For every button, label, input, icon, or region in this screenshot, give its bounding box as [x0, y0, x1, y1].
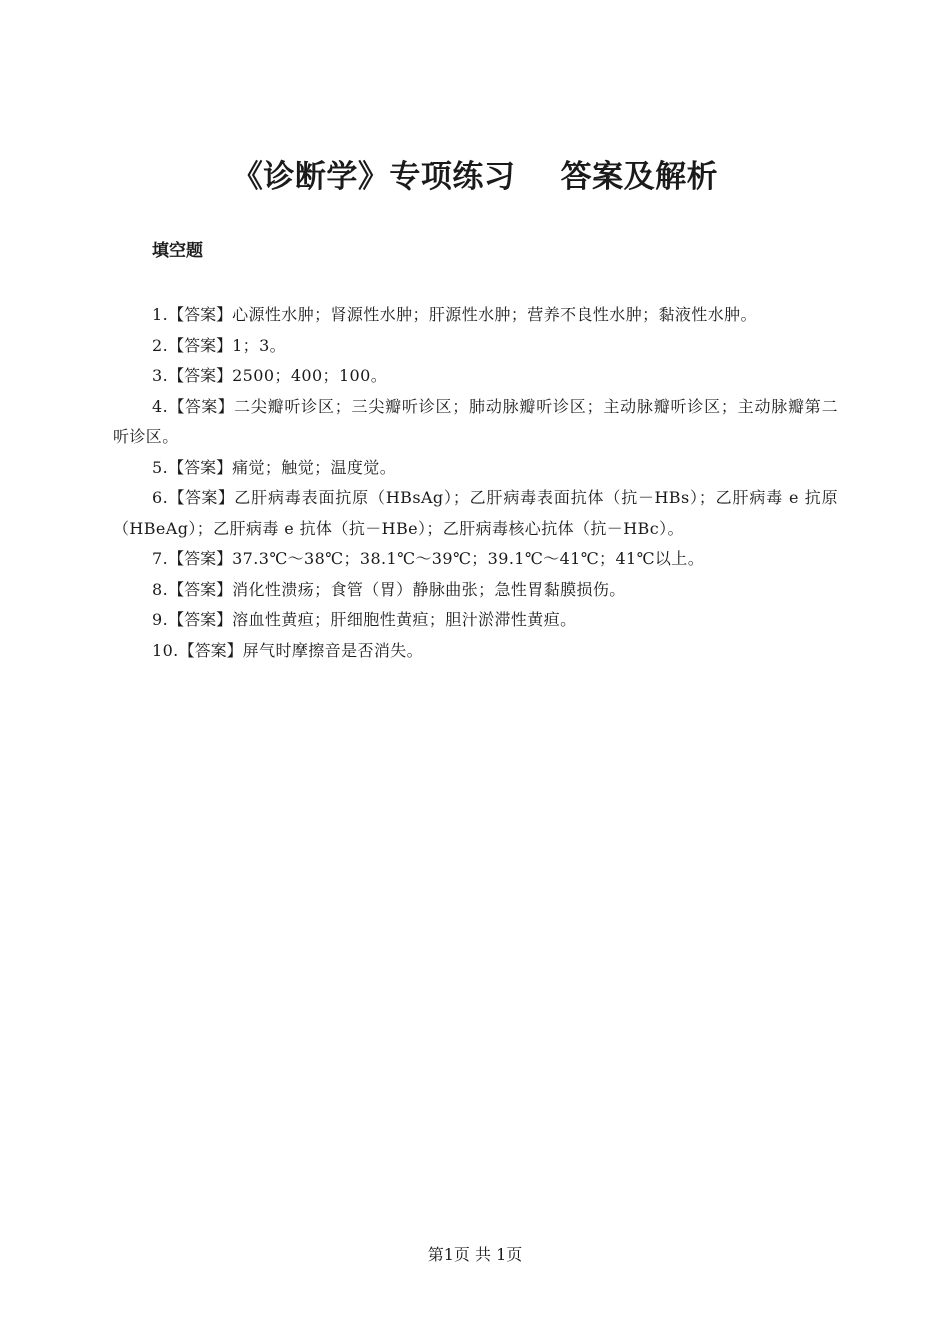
- answer-number: 6.: [152, 488, 169, 507]
- answer-text: 2500；400；100。: [232, 366, 388, 385]
- answer-number: 10.: [152, 640, 179, 660]
- answer-item: [113, 361, 838, 392]
- answer-number: 7.: [152, 549, 169, 568]
- answer-tag: 【答案】: [168, 579, 233, 599]
- answer-text: 37.3℃～38℃；38.1℃～39℃；39.1℃～41℃；41℃以上。: [232, 549, 705, 568]
- answer-item: [113, 300, 838, 331]
- answer-text: 二尖瓣听诊区；三尖瓣听诊区；肺动脉瓣听诊区；主动脉瓣听诊区；主动脉瓣第二听诊区。: [113, 396, 838, 446]
- answer-tag: 【答案】: [168, 488, 235, 507]
- answer-text: 屏气时摩擦音是否消失。: [242, 640, 424, 660]
- answer-list: [113, 300, 838, 666]
- answer-number: 2.: [152, 335, 169, 355]
- answer-number: 5.: [152, 457, 169, 477]
- answer-item: [113, 575, 838, 606]
- section-heading: 填空题: [152, 241, 203, 261]
- page-footer: 第1页 共 1页: [427, 1245, 523, 1264]
- answer-number: 8.: [152, 579, 169, 599]
- answer-tag: 【答案】: [168, 610, 233, 629]
- answer-text: 乙肝病毒表面抗原（HBsAg）；乙肝病毒表面抗体（抗－HBs）；乙肝病毒 e 抗原（HBeAg）；乙肝病毒 e 抗体（抗－HBe）；乙肝病毒核心抗体（抗－HBc）。: [113, 488, 838, 538]
- answer-text: 痛觉；触觉；温度觉。: [232, 457, 397, 477]
- answer-tag: 【答案】: [168, 335, 233, 355]
- answer-text: 心源性水肿；肾源性水肿；肝源性水肿；营养不良性水肿；黏液性水肿。: [232, 305, 757, 324]
- answer-text: 溶血性黄疸；肝细胞性黄疸；胆汁淤滞性黄疸。: [232, 610, 577, 629]
- answer-item: [113, 483, 838, 544]
- answer-tag: 【答案】: [168, 549, 233, 568]
- answer-item: [113, 453, 838, 484]
- answer-item: [113, 331, 838, 362]
- answer-number: 3.: [152, 366, 169, 385]
- answer-number: 4.: [152, 396, 169, 416]
- answer-text: 1；3。: [232, 335, 287, 355]
- answer-number: 1.: [152, 305, 169, 324]
- answer-item: [113, 636, 838, 667]
- answer-tag: 【答案】: [168, 305, 233, 324]
- answer-tag: 【答案】: [168, 366, 233, 385]
- answer-text: 消化性溃疡；食管（胃）静脉曲张；急性胃黏膜损伤。: [232, 579, 626, 599]
- answer-tag: 【答案】: [178, 640, 243, 660]
- answer-tag: 【答案】: [168, 457, 233, 477]
- answer-item: [113, 544, 838, 575]
- page-title: 《诊断学》专项练习 答案及解析: [231, 159, 719, 195]
- answer-number: 9.: [152, 610, 169, 629]
- answer-item: [113, 392, 838, 453]
- answer-item: [113, 605, 838, 636]
- answer-tag: 【答案】: [168, 396, 235, 416]
